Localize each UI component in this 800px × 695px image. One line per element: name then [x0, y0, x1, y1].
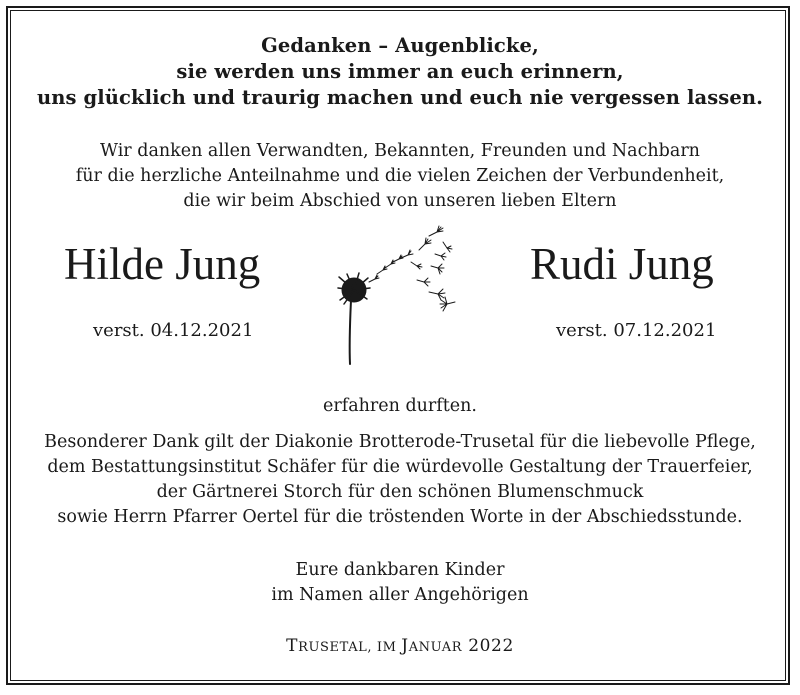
poem-line-3: uns glücklich und traurig machen und euch nie vergessen lassen.: [36, 86, 764, 109]
month-rest: ANUAR: [408, 640, 463, 655]
thanks-line-1: Wir danken allen Verwandten, Bekannten, Freunden und Nachbarn: [100, 141, 700, 161]
place-initial: T: [286, 636, 299, 656]
dandelion-icon: [325, 222, 465, 367]
poem-line-1: Gedanken – Augenblicke,: [261, 34, 539, 57]
death-date-left: verst. 04.12.2021: [93, 320, 254, 341]
year: 2022: [462, 636, 514, 656]
special-thanks-line-2: dem Bestattungsinstitut Schäfer für die würdevolle Gestaltung der Trauerfeier,: [47, 457, 753, 477]
place-rest: RUSETAL: [298, 640, 368, 655]
special-thanks-line-1: Besonderer Dank gilt der Diakonie Brotterode-Trusetal für die liebevolle Pflege,: [44, 432, 756, 452]
deceased-name-left: Hilde Jung: [64, 239, 261, 289]
place-date: [0, 636, 800, 656]
death-date-right: verst. 07.12.2021: [556, 320, 717, 341]
special-thanks-line-3: der Gärtnerei Storch für den schönen Blumenschmuck: [156, 482, 644, 502]
signature-line-2: im Namen aller Angehörigen: [271, 585, 529, 605]
poem-line-2: sie werden uns immer an euch erinnern,: [176, 60, 624, 83]
signature-line-1: Eure dankbaren Kinder: [295, 560, 505, 580]
thanks-line-2: für die herzliche Anteilnahme und die vielen Zeichen der Verbundenheit,: [75, 166, 725, 186]
thanks-line-3: die wir beim Abschied von unseren lieben Eltern: [183, 191, 617, 211]
continuation-text: erfahren durften.: [323, 396, 477, 416]
place-separator: , IM: [367, 640, 402, 655]
month-initial: J: [401, 636, 409, 656]
special-thanks-line-4: sowie Herrn Pfarrer Oertel für die tröstenden Worte in der Abschiedsstunde.: [57, 507, 743, 527]
deceased-name-right: Rudi Jung: [530, 239, 714, 289]
